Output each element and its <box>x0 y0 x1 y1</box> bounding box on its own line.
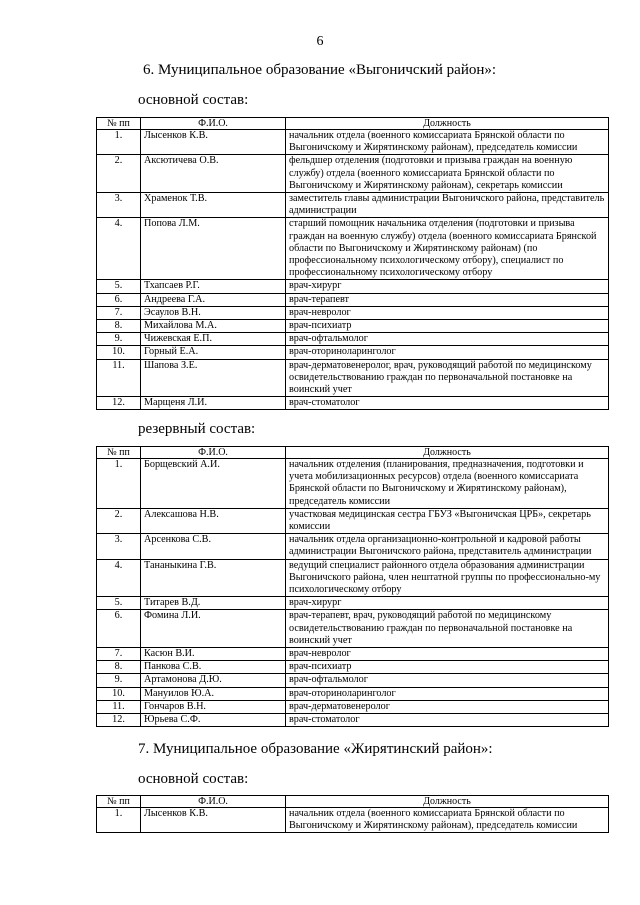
row-position: врач-стоматолог <box>286 397 609 410</box>
row-full-name: Титарев В.Д. <box>141 597 286 610</box>
row-full-name: Андреева Г.А. <box>141 293 286 306</box>
row-full-name: Касюн В.И. <box>141 648 286 661</box>
row-number: 9. <box>97 674 141 687</box>
row-number: 4. <box>97 218 141 280</box>
table-row <box>97 714 609 727</box>
table-row <box>97 333 609 346</box>
table-row <box>97 687 609 700</box>
table-row <box>97 559 609 597</box>
row-number: 1. <box>97 808 141 833</box>
row-number: 5. <box>97 280 141 293</box>
row-position: ведущий специалист районного отдела образования администрации Выгоничского района, член нештатной группы по профессионально-му психологическому отбору <box>286 559 609 597</box>
row-full-name: Арсенкова С.В. <box>141 534 286 559</box>
table-row <box>97 459 609 509</box>
row-number: 6. <box>97 610 141 648</box>
table-row <box>97 280 609 293</box>
row-full-name: Лысенков К.В. <box>141 808 286 833</box>
row-position: врач-дерматовенеролог <box>286 700 609 713</box>
row-full-name: Мануилов Ю.А. <box>141 687 286 700</box>
row-position: врач-психиатр <box>286 320 609 333</box>
row-position: врач-офтальмолог <box>286 674 609 687</box>
table-row <box>97 674 609 687</box>
row-number: 2. <box>97 508 141 533</box>
header-position: Должность <box>286 118 609 130</box>
row-full-name: Шапова З.Е. <box>141 359 286 397</box>
section-6-heading: 6. Муниципальное образование «Выгоничский район»: <box>143 62 497 78</box>
row-position: фельдшер отделения (подготовки и призыва граждан на военную службу) отдела (военного комиссариата Брянской области по Выгоничскому и Жирятинскому районам), секретарь комиссии <box>286 155 609 193</box>
row-position: врач-оториноларинголог <box>286 346 609 359</box>
row-position: врач-дерматовенеролог, врач, руководящий работой по медицинскому освидетельствованию граждан по первоначальной постановке на воинский учет <box>286 359 609 397</box>
row-number: 12. <box>97 397 141 410</box>
section-7-main-table <box>96 795 609 833</box>
table-row <box>97 508 609 533</box>
row-number: 12. <box>97 714 141 727</box>
row-position: начальник отдела (военного комиссариата Брянской области по Выгоничскому и Жирятинскому районам), председатель комиссии <box>286 808 609 833</box>
row-position: участковая медицинская сестра ГБУЗ «Выгоничская ЦРБ», секретарь комиссии <box>286 508 609 533</box>
row-position: врач-офтальмолог <box>286 333 609 346</box>
header-name: Ф.И.О. <box>141 447 286 459</box>
row-full-name: Лысенков К.В. <box>141 130 286 155</box>
row-full-name: Фомина Л.И. <box>141 610 286 648</box>
table-row <box>97 700 609 713</box>
table-row <box>97 808 609 833</box>
row-position: врач-невролог <box>286 306 609 319</box>
header-num: № пп <box>97 447 141 459</box>
row-number: 7. <box>97 306 141 319</box>
table-header-row <box>97 447 609 459</box>
table-row <box>97 306 609 319</box>
row-full-name: Борщевский А.И. <box>141 459 286 509</box>
row-number: 5. <box>97 597 141 610</box>
header-name: Ф.И.О. <box>141 118 286 130</box>
row-position: врач-оториноларинголог <box>286 687 609 700</box>
table-row <box>97 610 609 648</box>
header-num: № пп <box>97 796 141 808</box>
table-row <box>97 397 609 410</box>
section-6-main-table <box>96 117 609 410</box>
table-header-row <box>97 796 609 808</box>
row-full-name: Панкова С.В. <box>141 661 286 674</box>
row-full-name: Горный Е.А. <box>141 346 286 359</box>
table-row <box>97 218 609 280</box>
row-full-name: Эсаулов В.Н. <box>141 306 286 319</box>
row-number: 7. <box>97 648 141 661</box>
row-number: 1. <box>97 130 141 155</box>
row-position: врач-невролог <box>286 648 609 661</box>
table-row <box>97 193 609 218</box>
table-row <box>97 130 609 155</box>
page-number: 6 <box>316 34 324 49</box>
row-full-name: Аксютичева О.В. <box>141 155 286 193</box>
row-number: 2. <box>97 155 141 193</box>
row-full-name: Тхапсаев Р.Г. <box>141 280 286 293</box>
row-number: 6. <box>97 293 141 306</box>
row-full-name: Попова Л.М. <box>141 218 286 280</box>
row-full-name: Михайлова М.А. <box>141 320 286 333</box>
header-num: № пп <box>97 118 141 130</box>
row-position: начальник отделения (планирования, предназначения, подготовки и учета мобилизационных ресурсов) отдела (военного комиссариата Брянской области по Выгоничскому и Жирятинскому районам), председатель комиссии <box>286 459 609 509</box>
table-row <box>97 597 609 610</box>
header-name: Ф.И.О. <box>141 796 286 808</box>
row-position: врач-стоматолог <box>286 714 609 727</box>
row-full-name: Юрьева С.Ф. <box>141 714 286 727</box>
row-position: заместитель главы администрации Выгоничского района, представитель администрации <box>286 193 609 218</box>
row-position: начальник отдела организационно-контрольной и кадровой работы администрации Выгоничского района, представитель администрации <box>286 534 609 559</box>
table-row <box>97 359 609 397</box>
row-number: 4. <box>97 559 141 597</box>
row-full-name: Храменок Т.В. <box>141 193 286 218</box>
row-position: старший помощник начальника отделения (подготовки и призыва граждан на военную службу) отдела (военного комиссариата Брянской области по Выгоничскому и Жирятинскому районам) (по профессиональному психологическому отбору), специалист по профессиональному психологическому отбору <box>286 218 609 280</box>
table-header-row <box>97 118 609 130</box>
row-position: врач-хирург <box>286 280 609 293</box>
row-number: 3. <box>97 534 141 559</box>
header-position: Должность <box>286 447 609 459</box>
row-position: врач-психиатр <box>286 661 609 674</box>
row-position: начальник отдела (военного комиссариата Брянской области по Выгоничскому и Жирятинскому районам), председатель комиссии <box>286 130 609 155</box>
table-row <box>97 155 609 193</box>
row-number: 1. <box>97 459 141 509</box>
table-row <box>97 320 609 333</box>
section-6-main-subheading: основной состав: <box>138 92 249 108</box>
row-full-name: Марщеня Л.И. <box>141 397 286 410</box>
row-number: 9. <box>97 333 141 346</box>
row-full-name: Тананыкина Г.В. <box>141 559 286 597</box>
table-row <box>97 648 609 661</box>
row-number: 10. <box>97 687 141 700</box>
row-full-name: Гончаров В.Н. <box>141 700 286 713</box>
row-full-name: Алексашова Н.В. <box>141 508 286 533</box>
row-full-name: Чижевская Е.П. <box>141 333 286 346</box>
section-7-main-subheading: основной состав: <box>138 771 249 787</box>
row-position: врач-терапевт <box>286 293 609 306</box>
section-6-reserve-subheading: резервный состав: <box>138 421 256 437</box>
row-number: 3. <box>97 193 141 218</box>
table-row <box>97 534 609 559</box>
row-number: 8. <box>97 661 141 674</box>
section-7-heading: 7. Муниципальное образование «Жирятинский район»: <box>138 741 493 757</box>
row-position: врач-хирург <box>286 597 609 610</box>
table-row <box>97 293 609 306</box>
row-number: 10. <box>97 346 141 359</box>
section-6-reserve-table <box>96 446 609 727</box>
row-position: врач-терапевт, врач, руководящий работой по медицинскому освидетельствованию граждан по первоначальной постановке на воинский учет <box>286 610 609 648</box>
header-position: Должность <box>286 796 609 808</box>
table-row <box>97 661 609 674</box>
row-number: 8. <box>97 320 141 333</box>
row-full-name: Артамонова Д.Ю. <box>141 674 286 687</box>
row-number: 11. <box>97 359 141 397</box>
row-number: 11. <box>97 700 141 713</box>
table-row <box>97 346 609 359</box>
